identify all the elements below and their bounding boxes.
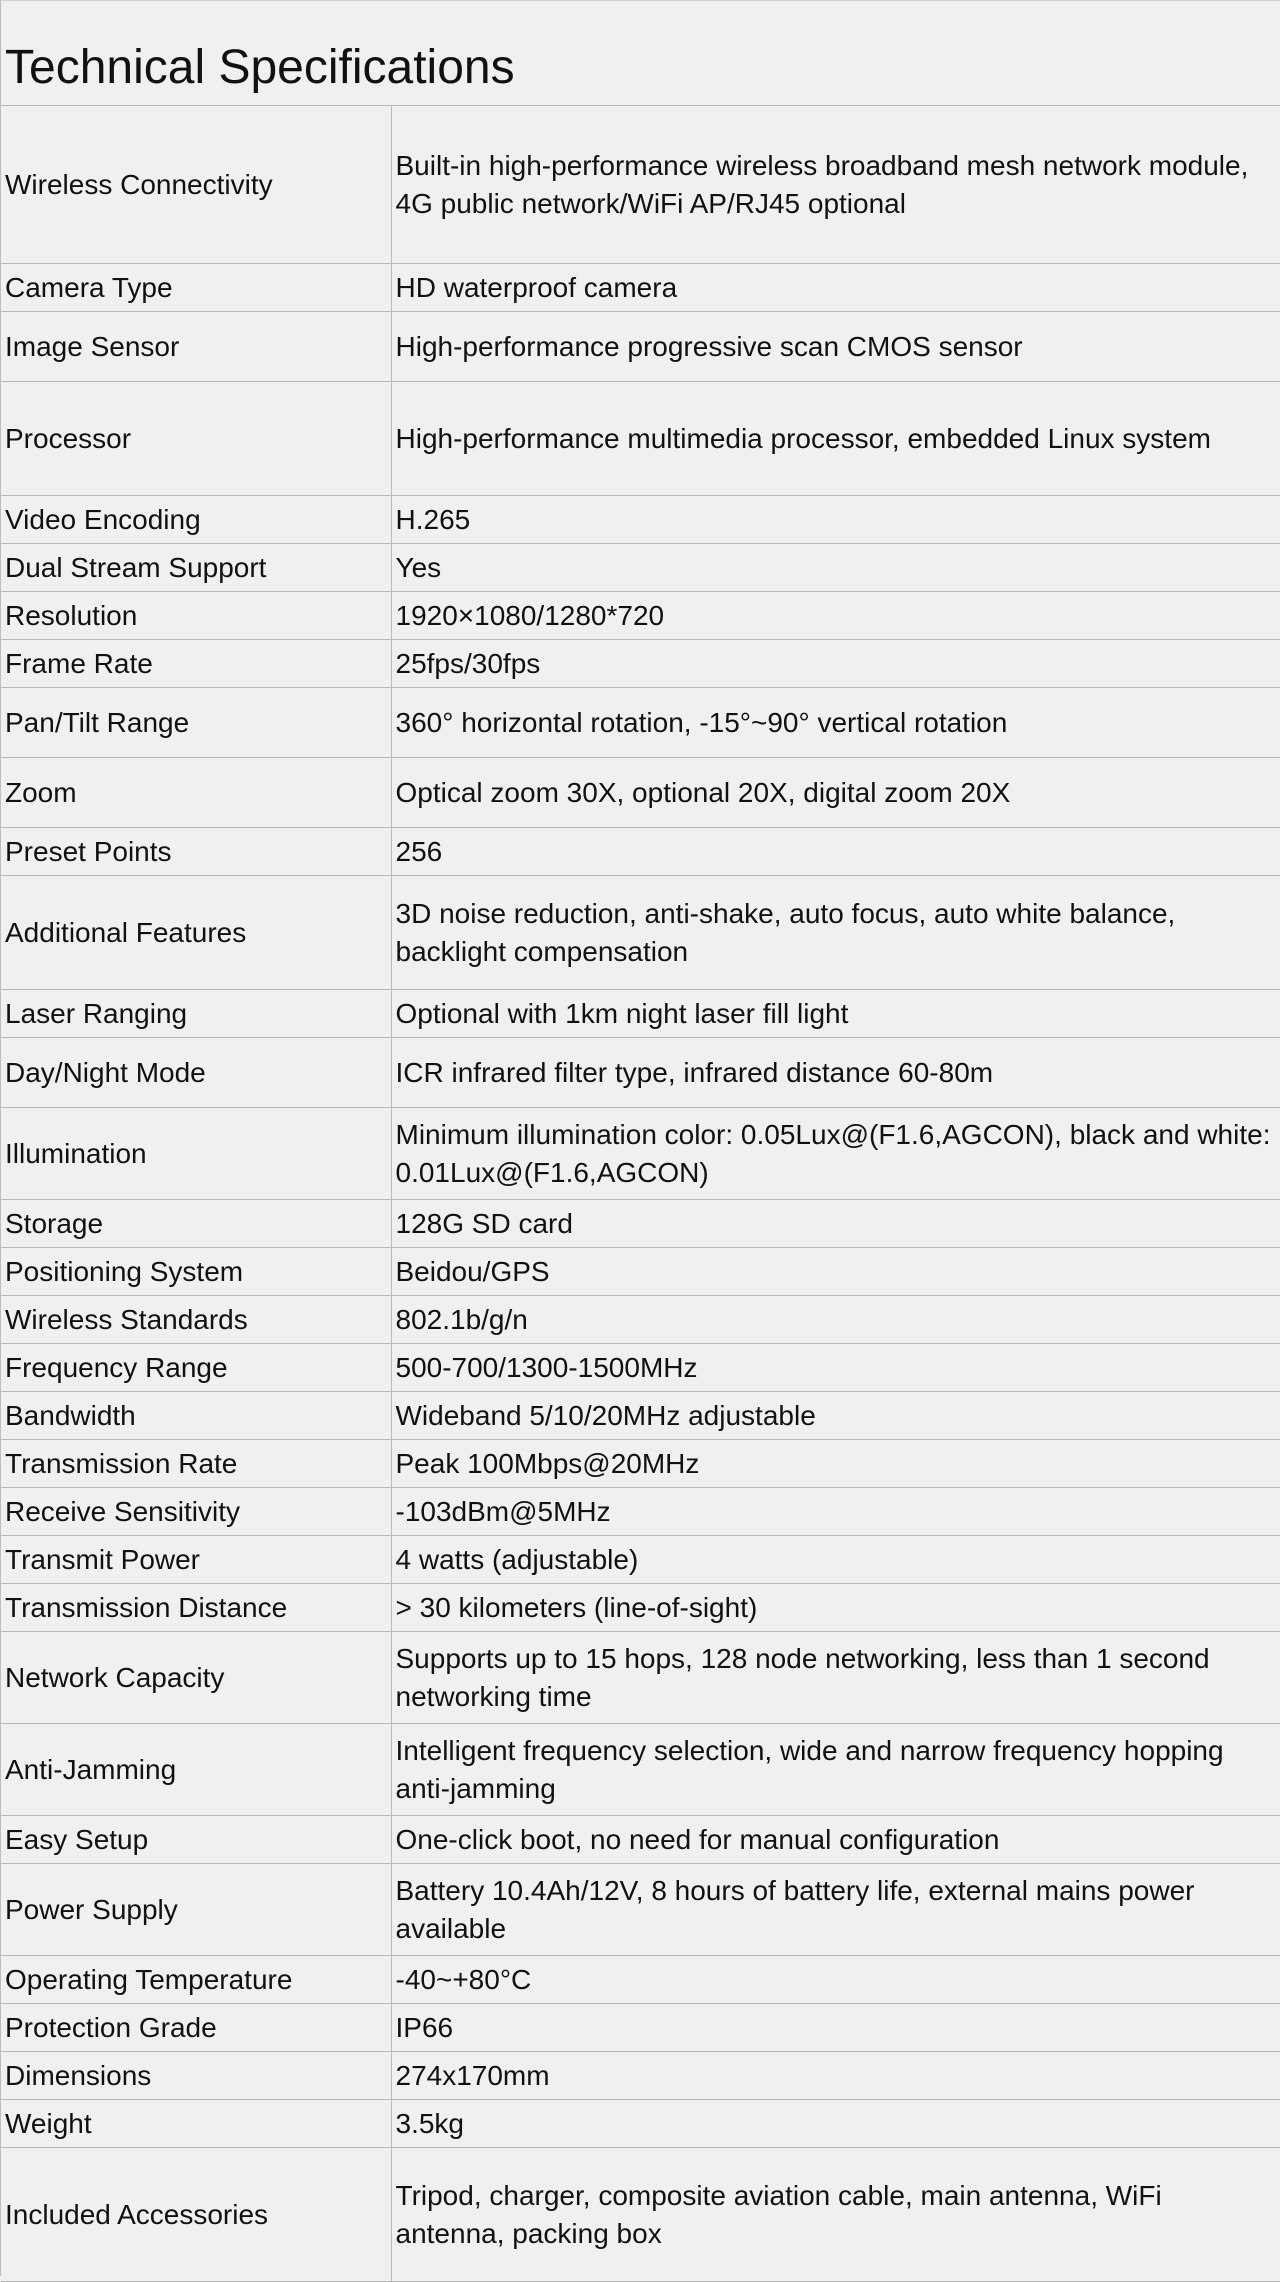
table-row	[1, 688, 1280, 758]
spec-label: Pan/Tilt Range	[1, 688, 391, 758]
spec-label: Frame Rate	[1, 640, 391, 688]
table-row	[1, 544, 1280, 592]
table-row	[1, 312, 1280, 382]
spec-label: Operating Temperature	[1, 1956, 391, 2004]
table-row	[1, 1392, 1280, 1440]
table-row	[1, 382, 1280, 496]
table-row	[1, 828, 1280, 876]
table-row	[1, 1248, 1280, 1296]
spec-value: 4 watts (adjustable)	[391, 1536, 1280, 1584]
spec-label: Protection Grade	[1, 2004, 391, 2052]
table-row	[1, 1864, 1280, 1956]
table-row	[1, 640, 1280, 688]
spec-label: Preset Points	[1, 828, 391, 876]
table-row	[1, 990, 1280, 1038]
spec-label: Storage	[1, 1200, 391, 1248]
spec-label: Wireless Connectivity	[1, 106, 391, 264]
spec-label: Zoom	[1, 758, 391, 828]
spec-value: Intelligent frequency selection, wide and narrow frequency hopping anti-jamming	[391, 1724, 1280, 1816]
spec-value: 25fps/30fps	[391, 640, 1280, 688]
spec-label: Day/Night Mode	[1, 1038, 391, 1108]
spec-label: Dimensions	[1, 2052, 391, 2100]
spec-label: Dual Stream Support	[1, 544, 391, 592]
table-row	[1, 876, 1280, 990]
table-row	[1, 1344, 1280, 1392]
spec-label: Wireless Standards	[1, 1296, 391, 1344]
spec-label: Weight	[1, 2100, 391, 2148]
page-title: Technical Specifications	[5, 41, 515, 94]
spec-table-body	[1, 106, 1280, 2282]
spec-value: 256	[391, 828, 1280, 876]
spec-value: Yes	[391, 544, 1280, 592]
table-row	[1, 2148, 1280, 2282]
spec-value: IP66	[391, 2004, 1280, 2052]
table-row	[1, 106, 1280, 264]
table-row	[1, 1816, 1280, 1864]
spec-label: Processor	[1, 382, 391, 496]
spec-value: Optional with 1km night laser fill light	[391, 990, 1280, 1038]
spec-value: Wideband 5/10/20MHz adjustable	[391, 1392, 1280, 1440]
spec-value: 3.5kg	[391, 2100, 1280, 2148]
spec-label: Power Supply	[1, 1864, 391, 1956]
spec-value: One-click boot, no need for manual configuration	[391, 1816, 1280, 1864]
spec-label: Illumination	[1, 1108, 391, 1200]
spec-label: Laser Ranging	[1, 990, 391, 1038]
spec-label: Additional Features	[1, 876, 391, 990]
table-row	[1, 1038, 1280, 1108]
spec-value: Optical zoom 30X, optional 20X, digital zoom 20X	[391, 758, 1280, 828]
spec-value: 500-700/1300-1500MHz	[391, 1344, 1280, 1392]
table-row	[1, 1536, 1280, 1584]
spec-value: Minimum illumination color: 0.05Lux@(F1.6,AGCON), black and white: 0.01Lux@(F1.6,AGCON)	[391, 1108, 1280, 1200]
spec-label: Receive Sensitivity	[1, 1488, 391, 1536]
table-row	[1, 2004, 1280, 2052]
spec-value: High-performance progressive scan CMOS sensor	[391, 312, 1280, 382]
spec-value: High-performance multimedia processor, embedded Linux system	[391, 382, 1280, 496]
spec-label: Easy Setup	[1, 1816, 391, 1864]
spec-value: HD waterproof camera	[391, 264, 1280, 312]
spec-label: Bandwidth	[1, 1392, 391, 1440]
spec-value: Supports up to 15 hops, 128 node networking, less than 1 second networking time	[391, 1632, 1280, 1724]
spec-label: Transmission Rate	[1, 1440, 391, 1488]
spec-value: ICR infrared filter type, infrared distance 60-80m	[391, 1038, 1280, 1108]
spec-label: Frequency Range	[1, 1344, 391, 1392]
spec-value: 3D noise reduction, anti-shake, auto focus, auto white balance, backlight compensation	[391, 876, 1280, 990]
spec-label: Included Accessories	[1, 2148, 391, 2282]
spec-value: Battery 10.4Ah/12V, 8 hours of battery life, external mains power available	[391, 1864, 1280, 1956]
table-row	[1, 758, 1280, 828]
table-row	[1, 1296, 1280, 1344]
table-row	[1, 592, 1280, 640]
spec-value: 360° horizontal rotation, -15°~90° vertical rotation	[391, 688, 1280, 758]
spec-value: Tripod, charger, composite aviation cable, main antenna, WiFi antenna, packing box	[391, 2148, 1280, 2282]
spec-value: Built-in high-performance wireless broadband mesh network module, 4G public network/WiFi AP/RJ45 optional	[391, 106, 1280, 264]
spec-label: Camera Type	[1, 264, 391, 312]
table-row	[1, 2052, 1280, 2100]
spec-value: Beidou/GPS	[391, 1248, 1280, 1296]
spec-label: Transmission Distance	[1, 1584, 391, 1632]
table-row	[1, 1956, 1280, 2004]
spec-label: Image Sensor	[1, 312, 391, 382]
table-row	[1, 264, 1280, 312]
spec-value: 802.1b/g/n	[391, 1296, 1280, 1344]
spec-label: Anti-Jamming	[1, 1724, 391, 1816]
table-row	[1, 1488, 1280, 1536]
table-row	[1, 2100, 1280, 2148]
spec-value: -103dBm@5MHz	[391, 1488, 1280, 1536]
table-row	[1, 1108, 1280, 1200]
table-row	[1, 1632, 1280, 1724]
spec-label: Video Encoding	[1, 496, 391, 544]
spec-table	[1, 105, 1280, 2282]
spec-value: -40~+80°C	[391, 1956, 1280, 2004]
spec-value: H.265	[391, 496, 1280, 544]
spec-value: > 30 kilometers (line-of-sight)	[391, 1584, 1280, 1632]
spec-label: Resolution	[1, 592, 391, 640]
table-row	[1, 1440, 1280, 1488]
spec-label: Network Capacity	[1, 1632, 391, 1724]
table-row	[1, 1200, 1280, 1248]
spec-label: Transmit Power	[1, 1536, 391, 1584]
spec-label: Positioning System	[1, 1248, 391, 1296]
spec-value: Peak 100Mbps@20MHz	[391, 1440, 1280, 1488]
table-row	[1, 496, 1280, 544]
spec-value: 128G SD card	[391, 1200, 1280, 1248]
spec-value: 1920×1080/1280*720	[391, 592, 1280, 640]
spec-value: 274x170mm	[391, 2052, 1280, 2100]
table-row	[1, 1724, 1280, 1816]
table-row	[1, 1584, 1280, 1632]
